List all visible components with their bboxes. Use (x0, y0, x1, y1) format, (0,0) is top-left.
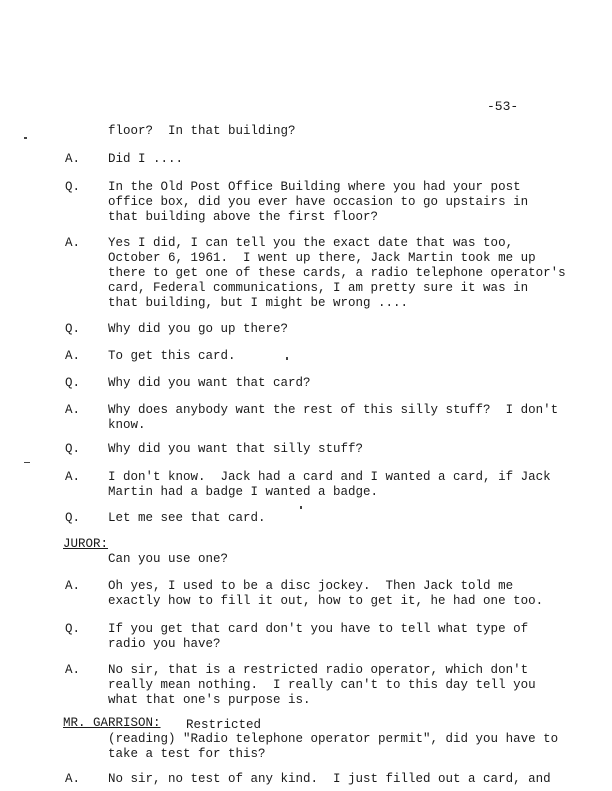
entry-line: radio you have? (108, 637, 221, 651)
question-label: Q. (65, 511, 81, 525)
entry-line: Did I .... (108, 152, 184, 166)
entry-line: really mean nothing. I really can't to this day tell you (108, 678, 536, 692)
entry-line: No sir, that is a restricted radio operator, which don't (108, 663, 529, 677)
speaker-label-garrison: MR. GARRISON: (63, 716, 161, 730)
entry-line: Let me see that card. (108, 511, 266, 525)
entry-line: Restricted (186, 718, 262, 732)
entry-line: Why did you want that silly stuff? (108, 442, 364, 456)
page-number: -53- (487, 99, 519, 114)
answer-label: A. (65, 470, 81, 484)
entry-line: exactly how to fill it out, how to get it, he had one too. (108, 594, 544, 608)
question-label: Q. (65, 322, 81, 336)
entry-line: Yes I did, I can tell you the exact date that was too, (108, 236, 514, 250)
answer-label: A. (65, 663, 81, 677)
entry-line: Why did you want that card? (108, 376, 311, 390)
entry-line: Why does anybody want the rest of this silly stuff? I don't (108, 403, 559, 417)
scan-speck (24, 137, 27, 139)
question-label: Q. (65, 180, 81, 194)
answer-label: A. (65, 349, 81, 363)
entry-line: Can you use one? (108, 552, 229, 566)
scan-speck (300, 506, 302, 509)
entry-line: card, Federal communications, I am pretty sure it was in (108, 281, 529, 295)
answer-label: A. (65, 403, 81, 417)
entry-line: If you get that card don't you have to tell what type of (108, 622, 529, 636)
entry-line: Martin had a badge I wanted a badge. (108, 485, 379, 499)
entry-line: October 6, 1961. I went up there, Jack Martin took me up (108, 251, 536, 265)
entry-line: what that one's purpose is. (108, 693, 311, 707)
entry-line: office box, did you ever have occasion to go upstairs in (108, 195, 529, 209)
entry-line: (reading) "Radio telephone operator permit", did you have to (108, 732, 559, 746)
answer-label: A. (65, 579, 81, 593)
entry-line: there to get one of these cards, a radio telephone operator's (108, 266, 566, 280)
answer-label: A. (65, 236, 81, 250)
question-label: Q. (65, 376, 81, 390)
question-label: Q. (65, 442, 81, 456)
scan-speck (24, 462, 30, 463)
entry-line: that building, but I might be wrong .... (108, 296, 409, 310)
scan-speck (286, 357, 288, 360)
entry-line: In the Old Post Office Building where you had your post (108, 180, 521, 194)
entry-line: Oh yes, I used to be a disc jockey. Then Jack told me (108, 579, 514, 593)
answer-label: A. (65, 772, 81, 786)
entry-line: I don't know. Jack had a card and I wanted a card, if Jack (108, 470, 551, 484)
question-label: Q. (65, 622, 81, 636)
entry-line: To get this card. (108, 349, 236, 363)
entry-line: floor? In that building? (108, 124, 296, 138)
entry-line: take a test for this? (108, 747, 266, 761)
entry-line: Why did you go up there? (108, 322, 289, 336)
answer-label: A. (65, 152, 81, 166)
speaker-label-juror: JUROR: (63, 537, 109, 551)
entry-line: that building above the first floor? (108, 210, 379, 224)
entry-line: No sir, no test of any kind. I just filled out a card, and (108, 772, 551, 786)
entry-line: know. (108, 418, 146, 432)
